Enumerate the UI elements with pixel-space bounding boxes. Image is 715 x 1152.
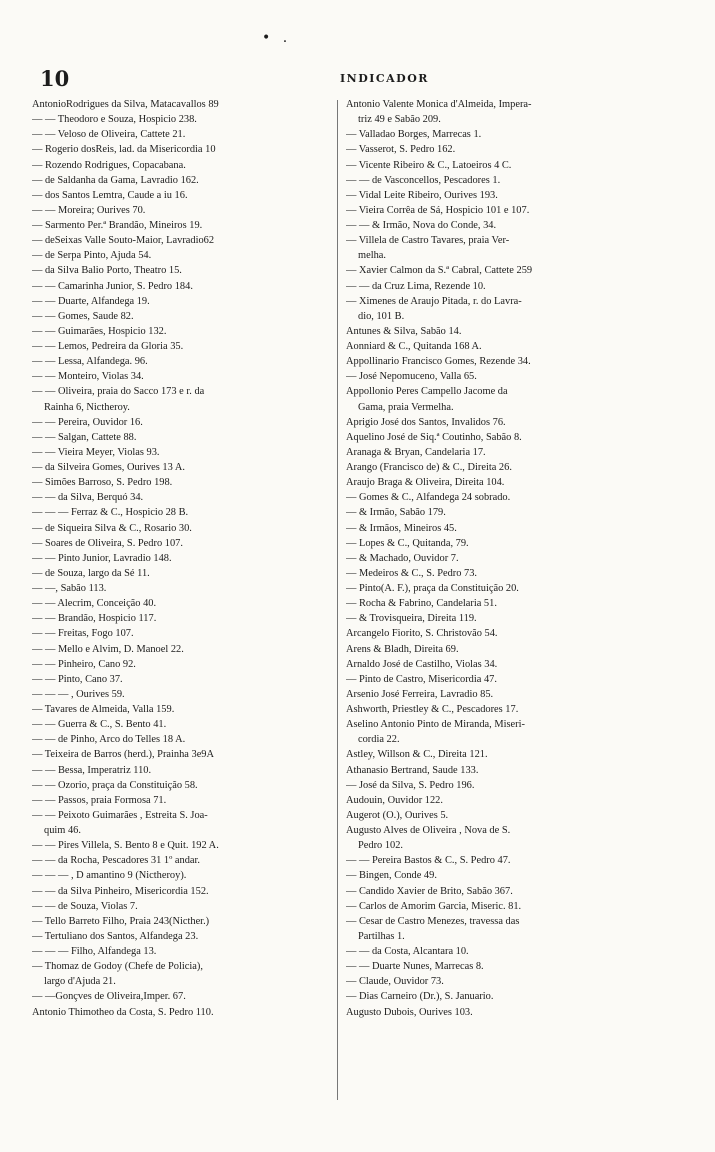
directory-entry-line: Aselino Antonio Pinto de Miranda, Miseri- xyxy=(346,719,525,731)
directory-entry-line: — Sarmento Per.ª Brandão, Mineiros 19. xyxy=(32,220,203,231)
directory-entry-line: — Tavares de Almeida, Valla 159. xyxy=(32,704,175,715)
directory-entry-line: Antunes & Silva, Sabão 14. xyxy=(346,325,462,337)
directory-entry-line: — — Duarte Nunes, Marrecas 8. xyxy=(346,961,484,973)
directory-entry-line: — Cesar de Castro Menezes, travessa das xyxy=(346,915,520,927)
directory-entry-line: — — Vieira Meyer, Violas 93. xyxy=(32,446,160,458)
directory-entry-line: — da Silveira Gomes, Ourives 13 A. xyxy=(32,462,185,473)
directory-entry-line: — & Irmãos, Mineiros 45. xyxy=(346,522,457,534)
directory-entry-line: — — Pinheiro, Cano 92. xyxy=(32,658,136,670)
directory-entry-line: — Tello Barreto Filho, Praia 243(Nicther.) xyxy=(32,915,210,927)
directory-entry-line: — —, Sabão 113. xyxy=(32,583,107,594)
directory-entry-line: — Teixeira de Barros (herd.), Prainha 3e9A xyxy=(32,749,215,761)
directory-entry-line: — — — Filho, Alfandega 13. xyxy=(32,946,157,957)
directory-entry-line: Augusto Alves de Oliveira , Nova de S. xyxy=(346,825,511,836)
directory-entry-line: — Vasserot, S. Pedro 162. xyxy=(346,144,456,156)
directory-entry-line: — — Guerra & C., S. Bento 41. xyxy=(32,719,167,731)
directory-entry-line: AntonioRodrigues da Silva, Matacavallos 89 xyxy=(32,99,219,110)
directory-entry-line: — Vicente Ribeiro & C., Latoeiros 4 C. xyxy=(346,159,512,171)
directory-entry-line: — Tertuliano dos Santos, Alfandega 23. xyxy=(32,930,199,942)
directory-entry-line: Astley, Willson & C., Direita 121. xyxy=(346,749,488,761)
directory-entry-line: — — Mello e Alvim, D. Manoel 22. xyxy=(32,643,184,655)
directory-entry-line: — Xavier Calmon da S.ª Cabral, Cattete 259 xyxy=(346,265,533,277)
directory-entry-line: Arens & Bladh, Direita 69. xyxy=(346,643,459,655)
directory-entry-line: — Rocha & Fabrino, Candelaria 51. xyxy=(346,598,497,610)
directory-entry-line: — — Pinto, Cano 37. xyxy=(32,673,123,685)
directory-entry-line: Araujo Braga & Oliveira, Direita 104. xyxy=(346,477,505,489)
directory-entry-line: Gama, praia Vermelha. xyxy=(358,401,454,413)
directory-entry-line: Rainha 6, Nictheroy. xyxy=(44,401,130,413)
directory-entry-line: Aprigio José dos Santos, Invalidos 76. xyxy=(346,416,506,428)
directory-entry-line: — deSeixas Valle Souto-Maior, Lavradio62 xyxy=(32,235,215,247)
directory-entry-line: — dos Santos Lemtra, Caude a iu 16. xyxy=(32,189,188,201)
directory-entry-line: — — & Irmão, Nova do Conde, 34. xyxy=(346,220,497,231)
directory-entry-line: — Thomaz de Godoy (Chefe de Policia), xyxy=(32,961,203,973)
directory-entry-line: — — de Souza, Violas 7. xyxy=(32,900,138,912)
directory-entry-line: — Pinto(A. F.), praça da Constituição 20. xyxy=(346,583,519,594)
directory-entry-line: melha. xyxy=(358,250,386,262)
directory-entry-line: Arsenio José Ferreira, Lavradio 85. xyxy=(346,688,494,700)
directory-entry-line: — —Gonçves de Oliveira,Imper. 67. xyxy=(32,991,186,1003)
directory-entry-line: — Carlos de Amorim Garcia, Miseric. 81. xyxy=(346,900,522,912)
directory-entry-line: — de Saldanha da Gama, Lavradio 162. xyxy=(32,174,199,186)
directory-entry-line: Aranaga & Bryan, Candelaria 17. xyxy=(346,446,486,458)
directory-entry-line: — — Bessa, Imperatriz 110. xyxy=(32,764,152,776)
directory-entry-line: cordia 22. xyxy=(358,734,400,746)
directory-entry-line: Aonniard & C., Quitanda 168 A. xyxy=(346,341,482,352)
directory-entry-line: — — Lemos, Pedreira da Gloria 35. xyxy=(32,341,184,352)
directory-entry-line: Athanasio Bertrand, Saude 133. xyxy=(346,764,479,776)
directory-entry-line: — Rogerio dosReis, lad. da Misericordia 10 xyxy=(32,144,216,156)
left-column xyxy=(32,97,328,1020)
directory-entry-line: — — de Pinho, Arco do Telles 18 A. xyxy=(32,734,186,746)
directory-entry-line: — — Theodoro e Souza, Hospicio 238. xyxy=(32,114,197,126)
directory-entry-line: largo d'Ajuda 21. xyxy=(44,976,116,988)
directory-entry-line: — — Oliveira, praia do Sacco 173 e r. da xyxy=(32,386,205,398)
directory-entry-line: — — Pires Villela, S. Bento 8 e Quit. 192 A. xyxy=(32,840,219,852)
directory-entry-line: triz 49 e Sabão 209. xyxy=(358,114,441,126)
directory-entry-line: — Medeiros & C., S. Pedro 73. xyxy=(346,567,478,579)
right-column xyxy=(346,97,642,1020)
directory-entry-line: — — Pereira, Ouvidor 16. xyxy=(32,416,143,428)
directory-entry-line: — — Lessa, Alfandega. 96. xyxy=(32,356,148,368)
directory-entry-line: — — Moreira; Ourives 70. xyxy=(32,204,146,216)
directory-entry-line: — Lopes & C., Quitanda, 79. xyxy=(346,537,469,549)
directory-entry-line: — da Silva Balio Porto, Theatro 15. xyxy=(32,265,182,277)
page-number: 10 xyxy=(40,66,70,91)
directory-entry-line: — Vidal Leite Ribeiro, Ourives 193. xyxy=(346,189,498,201)
directory-entry-line: — Dias Carneiro (Dr.), S. Januario. xyxy=(346,991,494,1003)
directory-entry-line: — — Gomes, Saude 82. xyxy=(32,310,134,322)
directory-entry-line: — Pinto de Castro, Misericordia 47. xyxy=(346,673,497,685)
directory-entry-line: — — Monteiro, Violas 34. xyxy=(32,371,144,383)
directory-entry-line: Audouin, Ouvidor 122. xyxy=(346,794,443,806)
directory-entry-line: Antonio Thimotheo da Costa, S. Pedro 110. xyxy=(32,1006,214,1018)
directory-entry-line: — Villela de Castro Tavares, praia Ver- xyxy=(346,235,510,247)
running-title: INDICADOR xyxy=(340,72,429,85)
directory-entry-line: — — Guimarães, Hospicio 132. xyxy=(32,325,167,337)
directory-entry-line: — — — Ferraz & C., Hospicio 28 B. xyxy=(32,507,189,519)
directory-entry-line: quim 46. xyxy=(44,825,81,836)
column-divider xyxy=(337,100,338,1100)
directory-entry-line: — — Alecrim, Conceição 40. xyxy=(32,598,157,610)
directory-entry-line: Aquelino José de Siq.ª Coutinho, Sabão 8. xyxy=(346,431,522,443)
directory-entry-line: Appollonio Peres Campello Jacome da xyxy=(346,386,508,398)
directory-entry-line: — — Salgan, Cattete 88. xyxy=(32,431,137,443)
directory-entry-line: — — Passos, praia Formosa 71. xyxy=(32,794,167,806)
directory-entry-line: — José da Silva, S. Pedro 196. xyxy=(346,779,475,791)
directory-entry-line: — — da Silva, Berquó 34. xyxy=(32,492,144,504)
directory-entry-line: — & Irmão, Sabão 179. xyxy=(346,507,446,519)
directory-entry-line: — Vieira Corrêa de Sá, Hospicio 101 e 107. xyxy=(346,204,530,216)
page-header xyxy=(40,66,680,92)
directory-entry-line: Arango (Francisco de) & C., Direita 26. xyxy=(346,462,512,473)
directory-entry-line: — Gomes & C., Alfandega 24 sobrado. xyxy=(346,492,511,504)
directory-entry-line: — — Veloso de Oliveira, Cattete 21. xyxy=(32,129,186,141)
directory-entry-line: — — Freitas, Fogo 107. xyxy=(32,628,134,640)
directory-entry-line: — — da Cruz Lima, Rezende 10. xyxy=(346,280,486,292)
directory-entry-line: — — de Vasconcellos, Pescadores 1. xyxy=(346,174,501,186)
directory-entry-line: — — Peixoto Guimarães , Estreita S. Joa- xyxy=(32,809,208,821)
directory-entry-line: — de Serpa Pinto, Ajuda 54. xyxy=(32,250,152,262)
directory-entry-line: Antonio Valente Monica d'Almeida, Impera- xyxy=(346,99,532,110)
directory-entry-line: — de Souza, largo da Sé 11. xyxy=(32,567,150,579)
directory-entry-line: — & Machado, Ouvidor 7. xyxy=(346,552,459,564)
directory-entry-line: Partilhas 1. xyxy=(358,930,405,942)
directory-entry-line: Arnaldo José de Castilho, Violas 34. xyxy=(346,658,498,670)
directory-entry-line: — — da Rocha, Pescadores 31 1º andar. xyxy=(32,855,200,867)
directory-entry-line: Augusto Dubois, Ourives 103. xyxy=(346,1006,473,1018)
directory-entry-line: — — — , D amantino 9 (Nictheroy). xyxy=(32,870,187,882)
directory-entry-line: Augerot (O.), Ourives 5. xyxy=(346,809,449,821)
directory-entry-line: — Ximenes de Araujo Pitada, r. do Lavra- xyxy=(346,295,522,307)
top-printer-mark: • . xyxy=(262,30,292,46)
directory-entry-line: — Valladao Borges, Marrecas 1. xyxy=(346,129,482,141)
directory-entry-line: — & Trovisqueira, Direita 119. xyxy=(346,613,477,625)
directory-entry-line: — Rozendo Rodrigues, Copacabana. xyxy=(32,159,186,171)
directory-entry-line: — Bingen, Conde 49. xyxy=(346,870,437,882)
directory-entry-line: dio, 101 B. xyxy=(358,310,405,322)
directory-entry-line: — — — , Ourives 59. xyxy=(32,688,125,700)
directory-entry-line: — Candido Xavier de Brito, Sabão 367. xyxy=(346,885,513,897)
directory-entry-line: Pedro 102. xyxy=(358,840,404,852)
directory-entry-line: — de Siqueira Silva & C., Rosario 30. xyxy=(32,522,192,534)
directory-entry-line: — — Camarinha Junior, S. Pedro 184. xyxy=(32,280,193,292)
directory-entry-line: — José Nepomuceno, Valla 65. xyxy=(346,371,477,383)
directory-entry-line: — Claude, Ouvidor 73. xyxy=(346,976,444,988)
directory-entry-line: — — Ozorio, praça da Constituição 58. xyxy=(32,779,198,791)
directory-entry-line: Ashworth, Priestley & C., Pescadores 17. xyxy=(346,704,519,715)
directory-entry-line: — — Duarte, Alfandega 19. xyxy=(32,295,150,307)
directory-entry-line: — — Pereira Bastos & C., S. Pedro 47. xyxy=(346,855,511,867)
directory-entry-line: — — Pinto Junior, Lavradio 148. xyxy=(32,552,172,564)
directory-entry-line: — Soares de Oliveira, S. Pedro 107. xyxy=(32,537,183,549)
directory-entry-line: — — da Silva Pinheiro, Misericordia 152. xyxy=(32,885,209,897)
directory-entry-line: Arcangelo Fiorito, S. Christovão 54. xyxy=(346,628,498,640)
directory-entry-line: Appollinario Francisco Gomes, Rezende 34. xyxy=(346,356,531,368)
directory-entry-line: — — Brandão, Hospicio 117. xyxy=(32,613,157,625)
directory-entry-line: — — da Costa, Alcantara 10. xyxy=(346,946,469,957)
directory-entry-line: — Simões Barroso, S. Pedro 198. xyxy=(32,477,173,489)
